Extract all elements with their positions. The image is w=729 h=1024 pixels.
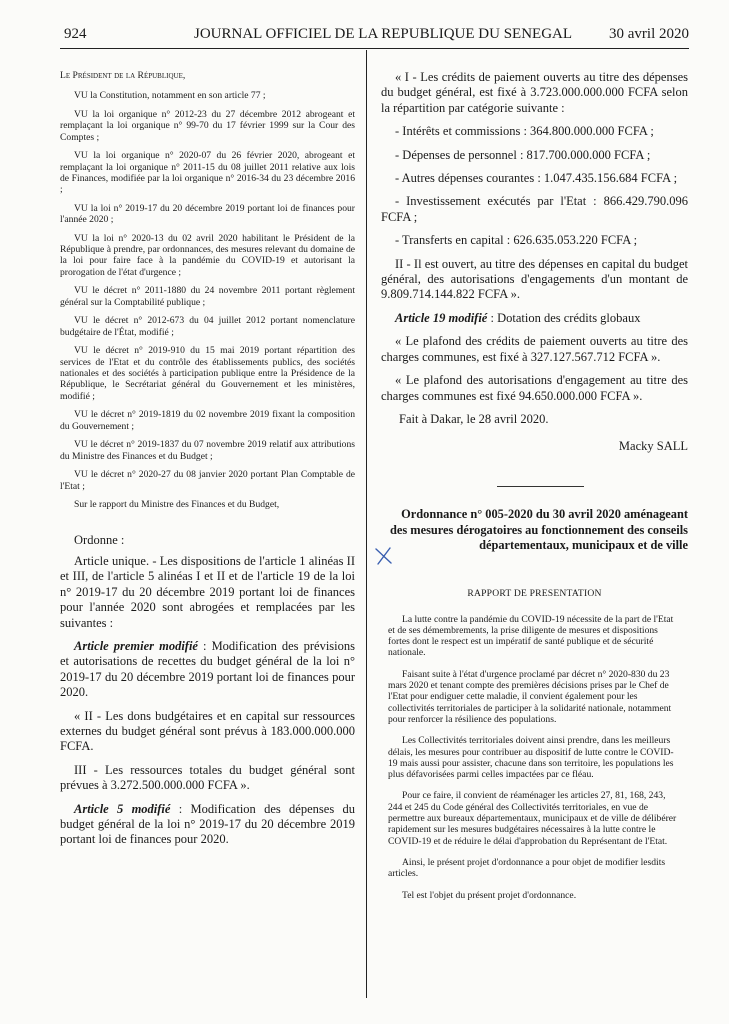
handwritten-mark-icon: [373, 546, 395, 566]
article-premier: [60, 639, 355, 701]
ordonnance-title: Ordonnance n° 005-2020 du 30 avril 2020 aménageant des mesures dérogatoires au fonctionnement des conseils départementaux, municipaux et de ville: [389, 507, 688, 553]
article-5-text: : Modification des dépenses du budget général de la loi n° 2019-17 du 20 décembre 2019 portant loi de finances pour 2020.: [60, 801, 355, 847]
header-rule: [60, 48, 689, 49]
article-premier-III: III - Les ressources totales du budget général sont prévues à 3.272.500.000.000 FCFA ».: [60, 762, 355, 793]
ordonne-heading: Ordonne :: [74, 532, 125, 547]
visa-8: VU le décret n° 2019-910 du 15 mai 2019 portant répartition des services de l'Etat et du contrôle des établissements publics, des sociétés nationales et des sociétés à participation publique entre la Présidence de la République, le Secrétariat général du Gouvernement et les ministères, modifié ;: [60, 345, 355, 402]
left-column: [60, 70, 355, 856]
visa-12: Sur le rapport du Ministre des Finances et du Budget,: [74, 499, 280, 511]
visa-5: VU la loi n° 2020-13 du 02 avril 2020 habilitant le Président de la République à prendre, par ordonnances, des mesures relevant du domaine de la loi pour faire face à la pandémie du COVID-19 et autorisant la prorogation de l'état d'urgence ;: [60, 232, 355, 278]
visa-4: VU la loi n° 2019-17 du 20 décembre 2019 portant loi de finances pour l'année 2020 ;: [60, 202, 355, 226]
visa-10: VU le décret n° 2019-1837 du 07 novembre 2019 relatif aux attributions du Ministre des Finances et du Budget ;: [60, 439, 355, 462]
visa-9: VU le décret n° 2019-1819 du 02 novembre 2019 fixant la composition du Gouvernement ;: [60, 409, 355, 432]
page-header: [64, 26, 689, 46]
visa-3: VU la loi organique n° 2020-07 du 26 février 2020, abrogeant et remplaçant la loi organique n° 2011-15 du 08 juillet 2011 relative aux lois de Finances, modifiée par la loi organique n° 2016-34 du 23 décembre 2016 ;: [60, 150, 355, 196]
rapport-heading: RAPPORT DE PRESENTATION: [467, 588, 602, 599]
page-number: 924: [64, 26, 87, 42]
credit-item-3: - Autres dépenses courantes : 1.047.435.156.684 FCFA ;: [395, 171, 678, 186]
article-19-label: Article 19 modifié: [395, 310, 488, 325]
right-column: [381, 70, 688, 463]
rapport-para-4: Pour ce faire, il convient de réaménager les articles 27, 81, 168, 243, 244 et 245 du Code général des Collectivités territoriales, en vue de permettre aux bureaux départementaux, municipaux et de ville de délibérer rapidement sur les mesures budgétaires nécessaires à la lutte contre le COVID-19 et de réduire le délai d'approbation du Représentant de l'Etat.: [388, 790, 677, 847]
section-separator: [497, 486, 584, 487]
article-premier-text: : Modification des prévisions et autorisations de recettes du budget général de la loi n° 2019-17 du 20 décembre 2019 portant loi de finances pour 2020.: [60, 638, 355, 700]
credit-item-1: - Intérêts et commissions : 364.800.000.000 FCFA ;: [395, 124, 654, 139]
visa-11: VU le décret n° 2020-27 du 08 janvier 2020 portant Plan Comptable de l'Etat ;: [60, 469, 355, 492]
issue-date: 30 avril 2020: [609, 26, 689, 42]
credit-item-4: - Investissement exécutés par l'Etat : 866.429.790.096 FCFA ;: [381, 194, 688, 224]
para-II: II - Il est ouvert, au titre des dépenses en capital du budget général, des autorisations d'engagements d'un montant de 9.809.714.144.822 FCFA ».: [381, 256, 688, 302]
article-premier-label: Article premier modifié: [74, 638, 198, 653]
credits-intro: « I - Les crédits de paiement ouverts au titre des dépenses du budget général, est fixé à 3.723.000.000.000 FCFA selon la répartition par catégorie suivante :: [381, 70, 688, 115]
rapport-body: [388, 604, 682, 911]
article-5: [60, 802, 355, 848]
article-unique: Article unique. - Les dispositions de l'article 1 alinéas II et III, de l'article 5 alinéas I et II et de l'article 19 de la loi n° 2019-17 du 20 décembre 2019 portant loi de finances pour l'année 2020 sont abrogées et remplacées par les suivantes :: [60, 553, 355, 630]
article-premier-II: « II - Les dons budgétaires et en capital sur ressources externes du budget général sont prévus à 183.000.000.000 FCFA.: [60, 708, 355, 754]
rapport-para-6: Tel est l'objet du présent projet d'ordonnance.: [402, 889, 577, 901]
article-19: [381, 311, 688, 326]
article-5-label: Article 5 modifié: [74, 801, 171, 816]
president-heading: Le Président de la République,: [60, 70, 186, 81]
visa-6: VU le décret n° 2011-1880 du 24 novembre 2011 portant règlement général sur la Comptabilité publique ;: [60, 285, 355, 308]
column-divider: [366, 50, 367, 998]
credit-item-2: - Dépenses de personnel : 817.700.000.000 FCFA ;: [395, 147, 651, 162]
visa-2: VU la loi organique n° 2012-23 du 27 décembre 2012 abrogeant et remplaçant la loi organique n° 99-70 du 17 février 1999 sur la Cour des Comptes ;: [60, 108, 355, 143]
plafond-1: « Le plafond des crédits de paiement ouverts au titre des charges communes, est fixé à 327.127.567.712 FCFA ».: [381, 334, 688, 364]
signing-place-date: Fait à Dakar, le 28 avril 2020.: [399, 411, 549, 426]
rapport-para-3: Les Collectivités territoriales doivent ainsi prendre, dans les meilleurs délais, les mesures pour contribuer au dispositif de lutte contre le COVID-19 mais aussi pour assister, chacune dans son territoire, les populations les plus défavorisées parmi celles impactées par ce fléau.: [388, 735, 674, 781]
rapport-para-5: Ainsi, le présent projet d'ordonnance a pour objet de modifier lesdits articles.: [388, 856, 666, 880]
visa-1: VU la Constitution, notamment en son article 77 ;: [74, 90, 266, 102]
journal-title: JOURNAL OFFICIEL DE LA REPUBLIQUE DU SENEGAL: [194, 26, 573, 42]
article-19-text: : Dotation des crédits globaux: [487, 310, 641, 325]
visa-7: VU le décret n° 2012-673 du 04 juillet 2012 portant nomenclature budgétaire de l'État, modifié ;: [60, 315, 355, 338]
signatory: Macky SALL: [618, 439, 688, 454]
credit-item-5: - Transferts en capital : 626.635.053.220 FCFA ;: [395, 233, 638, 248]
plafond-2: « Le plafond des autorisations d'engagement au titre des charges communes est fixé 94.650.000.000 FCFA ».: [381, 373, 688, 403]
rapport-para-1: La lutte contre la pandémie du COVID-19 nécessite de la part de l'Etat et de ses démembrements, la prise diligente de mesures et dispositions fortes dont le respect est un impératif de santé publique et de sécurité nationale.: [388, 613, 674, 659]
rapport-para-2: Faisant suite à l'état d'urgence proclamé par décret n° 2020-830 du 23 mars 2020 et tenant compte des premières décisions prises par le Chef de l'Etat pour endiguer cette maladie, il convient également pour les collectivités territoriales de participer à la solidarité nationale, notamment pour renforcer la résilience des populations.: [388, 668, 672, 725]
